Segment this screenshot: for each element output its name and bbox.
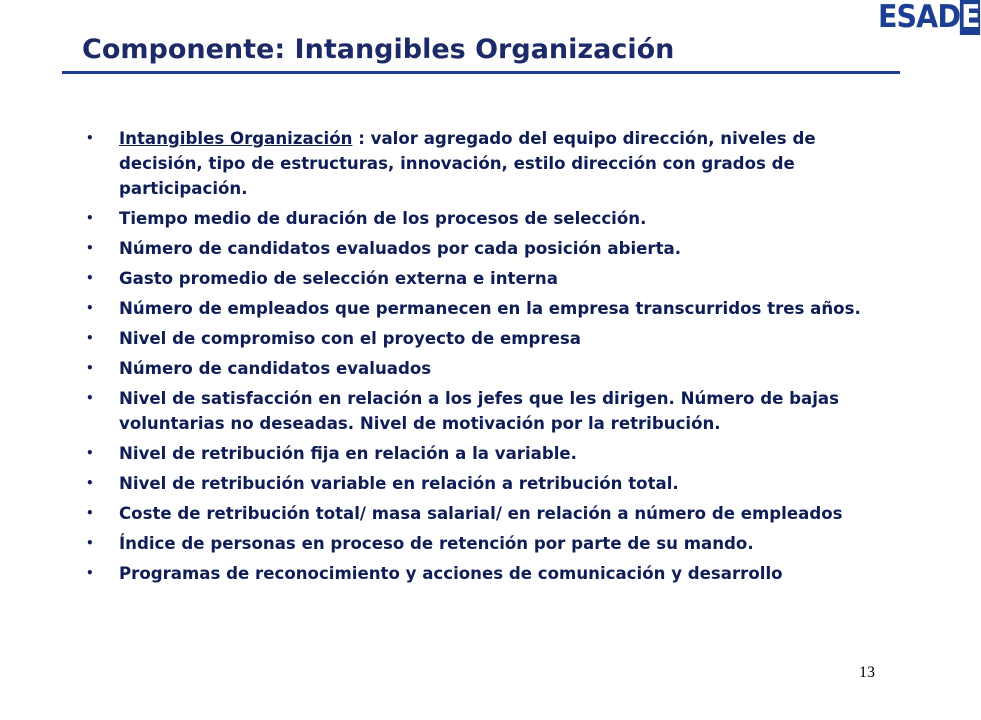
logo-text: ESAD	[878, 0, 961, 35]
bullet-item: • Tiempo medio de duración de los procesos de selección.	[86, 206, 886, 231]
bullet-text: : valor agregado del equipo dirección, niveles de decisión, tipo de estructuras, innovación, estilo dirección con grados de participación.	[119, 129, 816, 198]
bullet-list	[86, 126, 886, 591]
bullet-item: • Índice de personas en proceso de retención por parte de su mando.	[86, 531, 886, 556]
bullet-item: • Nivel de satisfacción en relación a los jefes que les dirigen. Número de bajas voluntarias no deseadas. Nivel de motivación por la retribución.	[86, 386, 886, 436]
bullet-item: • Nivel de retribución fija en relación a la variable.	[86, 441, 886, 466]
page-number: 13	[859, 664, 875, 681]
title-underline	[62, 71, 900, 74]
bullet-item: • Gasto promedio de selección externa e interna	[86, 266, 886, 291]
bullet-item: • Nivel de retribución variable en relación a retribución total.	[86, 471, 886, 496]
bullet-item: • Número de candidatos evaluados por cada posición abierta.	[86, 236, 886, 261]
bullet-item: • Número de empleados que permanecen en la empresa transcurridos tres años.	[86, 296, 886, 321]
bullet-item: • Programas de reconocimiento y acciones de comunicación y desarrollo	[86, 561, 886, 586]
esade-logo	[878, 0, 981, 34]
bullet-item	[86, 126, 886, 201]
bullet-item: • Nivel de compromiso con el proyecto de empresa	[86, 326, 886, 351]
logo-last-letter: E	[961, 0, 980, 35]
slide-title: Componente: Intangibles Organización	[82, 34, 675, 65]
bullet-item: • Coste de retribución total/ masa salarial/ en relación a número de empleados	[86, 501, 886, 526]
bullet-term: Intangibles Organización	[119, 129, 353, 148]
bullet-item: • Número de candidatos evaluados	[86, 356, 886, 381]
